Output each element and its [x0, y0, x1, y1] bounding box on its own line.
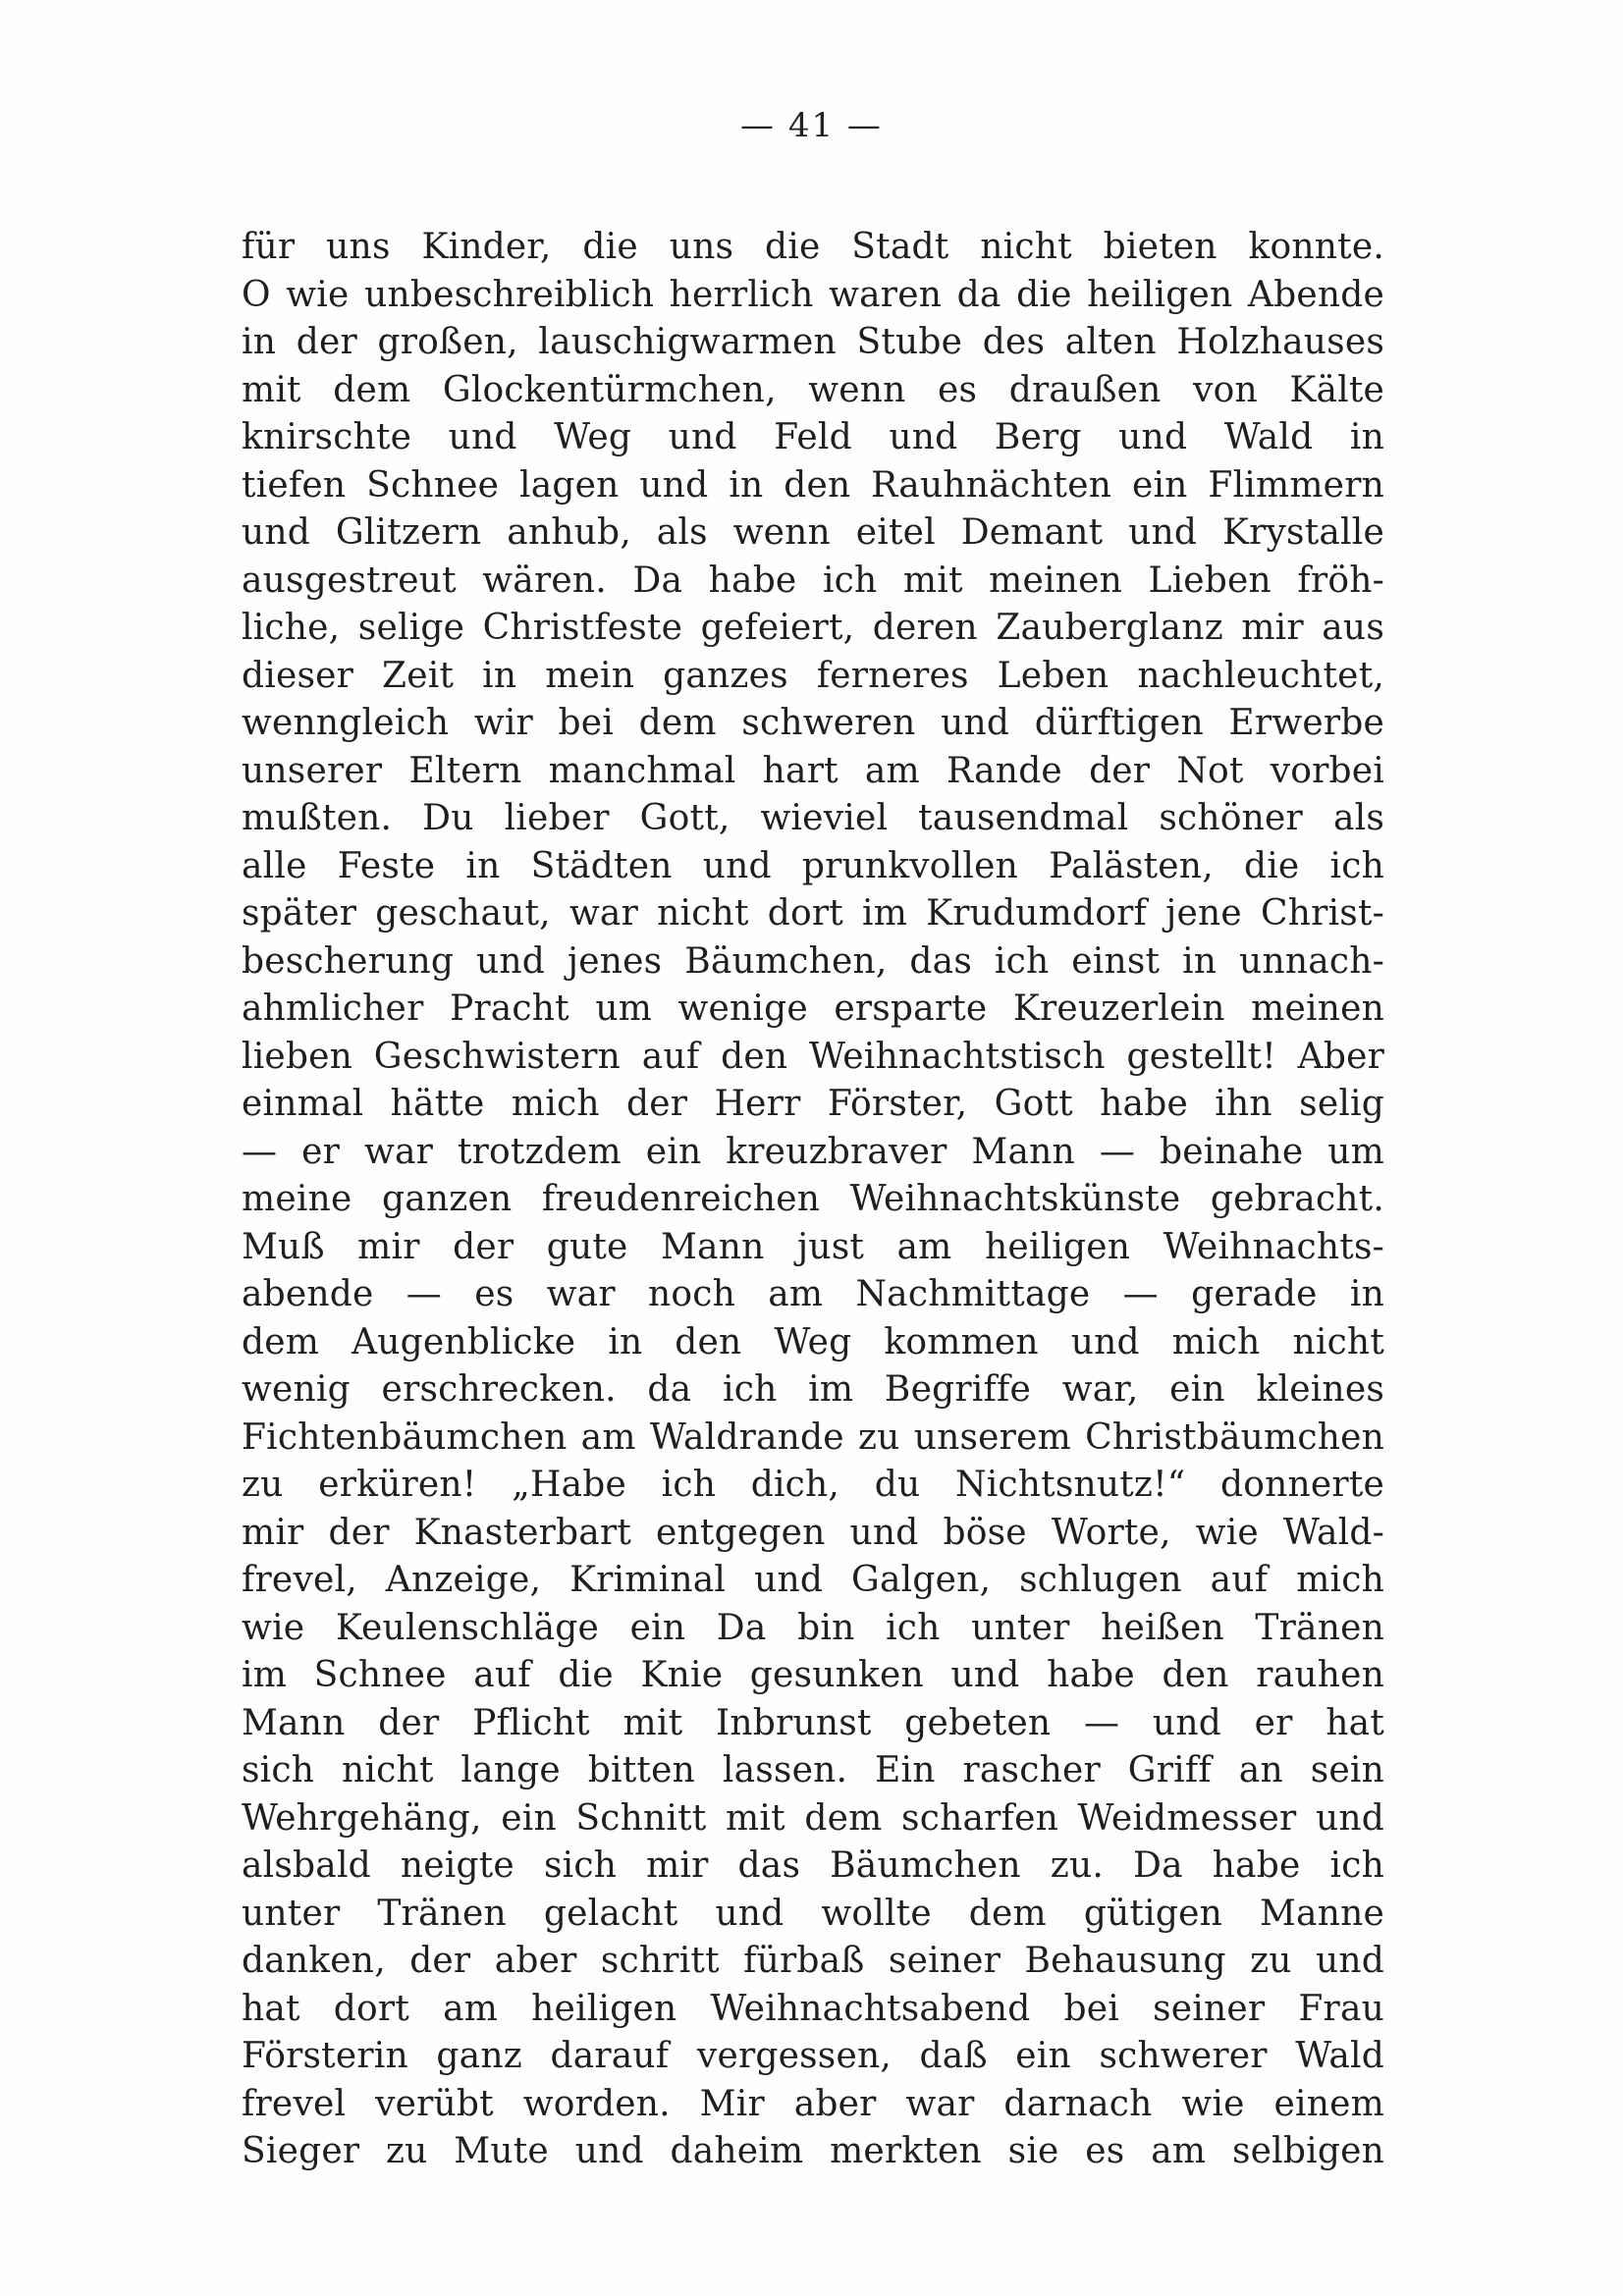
text-line: Fichtenbäumchen am Waldrande zu unserem Christbäumchen — [242, 1416, 1384, 1458]
text-line: danken, der aber schritt fürbaß seiner Behausung zu und — [242, 1941, 1384, 1981]
body-text — [242, 224, 1384, 2176]
text-line: liche, selige Christfeste gefeiert, deren Zauberglanz mir aus — [242, 608, 1384, 648]
page-number: — 41 — — [740, 106, 883, 145]
text-line: unserer Eltern manchmal hart am Rande der Not vorbei — [242, 750, 1384, 791]
text-line: tiefen Schnee lagen und in den Rauhnächten ein Flimmern — [242, 464, 1384, 506]
text-line: zu erküren! „Habe ich dich, du Nichtsnutz!“ donnerte — [242, 1465, 1384, 1505]
text-line: dieser Zeit in mein ganzes ferneres Leben nachleuchtet, — [242, 655, 1384, 696]
text-line: — er war trotzdem ein kreuzbraver Mann — beinahe um — [242, 1131, 1384, 1172]
text-line: im Schnee auf die Knie gesunken und habe den rauhen — [242, 1655, 1384, 1695]
text-line: abende — es war noch am Nachmittage — gerade in — [242, 1274, 1384, 1314]
text-line: meine ganzen freudenreichen Weihnachtskünste gebracht. — [242, 1179, 1384, 1219]
text-line: alle Feste in Städten und prunkvollen Palästen, die ich — [242, 845, 1384, 886]
text-line: hat dort am heiligen Weihnachtsabend bei seiner Frau — [242, 1988, 1384, 2029]
text-line: für uns Kinder, die uns die Stadt nicht bieten konnte. — [242, 227, 1384, 267]
text-line: alsbald neigte sich mir das Bäumchen zu. Da habe ich — [242, 1845, 1384, 1886]
text-line: wenngleich wir bei dem schweren und dürftigen Erwerbe — [242, 703, 1384, 743]
text-line: mir der Knasterbart entgegen und böse Worte, wie Wald- — [242, 1512, 1384, 1553]
text-line: in der großen, lauschigwarmen Stube des alten Holzhauses — [242, 322, 1384, 362]
text-line: Wehrgehäng, ein Schnitt mit dem scharfen Weidmesser und — [242, 1797, 1384, 1839]
text-line: frevel, Anzeige, Kriminal und Galgen, schlugen auf mich — [242, 1560, 1384, 1600]
text-line: bescherung und jenes Bäumchen, das ich einst in unnach- — [242, 940, 1384, 982]
text-line: ausgestreut wären. Da habe ich mit meinen Lieben fröh- — [242, 560, 1384, 601]
text-line: später geschaut, war nicht dort im Krudumdorf jene Christ- — [242, 893, 1384, 934]
text-line: Mann der Pflicht mit Inbrunst gebeten — und er hat — [242, 1702, 1384, 1743]
text-line: und Glitzern anhub, als wenn eitel Demant und Krystalle — [242, 512, 1384, 553]
text-line: ahmlicher Pracht um wenige ersparte Kreuzerlein meinen — [242, 988, 1384, 1029]
text-line: Muß mir der gute Mann just am heiligen Weihnachts- — [242, 1226, 1384, 1267]
text-line: Försterin ganz darauf vergessen, daß ein schwerer Wald — [242, 2036, 1384, 2076]
text-line: wie Keulenschläge ein Da bin ich unter heißen Tränen — [242, 1607, 1384, 1648]
text-line: mit dem Glockentürmchen, wenn es draußen von Kälte — [242, 369, 1384, 410]
text-line: O wie unbeschreiblich herrlich waren da die heiligen Abende — [242, 274, 1384, 315]
text-line: knirschte und Weg und Feld und Berg und Wald in — [242, 417, 1384, 457]
text-line: mußten. Du lieber Gott, wieviel tausendmal schöner als — [242, 798, 1384, 838]
text-line: dem Augenblicke in den Weg kommen und mich nicht — [242, 1321, 1384, 1362]
text-line: unter Tränen gelacht und wollte dem gütigen Manne — [242, 1893, 1384, 1934]
text-line: lieben Geschwistern auf den Weihnachtstisch gestellt! Aber — [242, 1036, 1384, 1077]
text-line: Sieger zu Mute und daheim merkten sie es am selbigen — [242, 2131, 1384, 2171]
text-line: wenig erschrecken. da ich im Begriffe war, ein kleines — [242, 1369, 1384, 1410]
text-line: frevel verübt worden. Mir aber war darnach wie einem — [242, 2083, 1384, 2124]
text-line: sich nicht lange bitten lassen. Ein rascher Griff an sein — [242, 1750, 1384, 1790]
text-line: einmal hätte mich der Herr Förster, Gott habe ihn selig — [242, 1084, 1384, 1124]
